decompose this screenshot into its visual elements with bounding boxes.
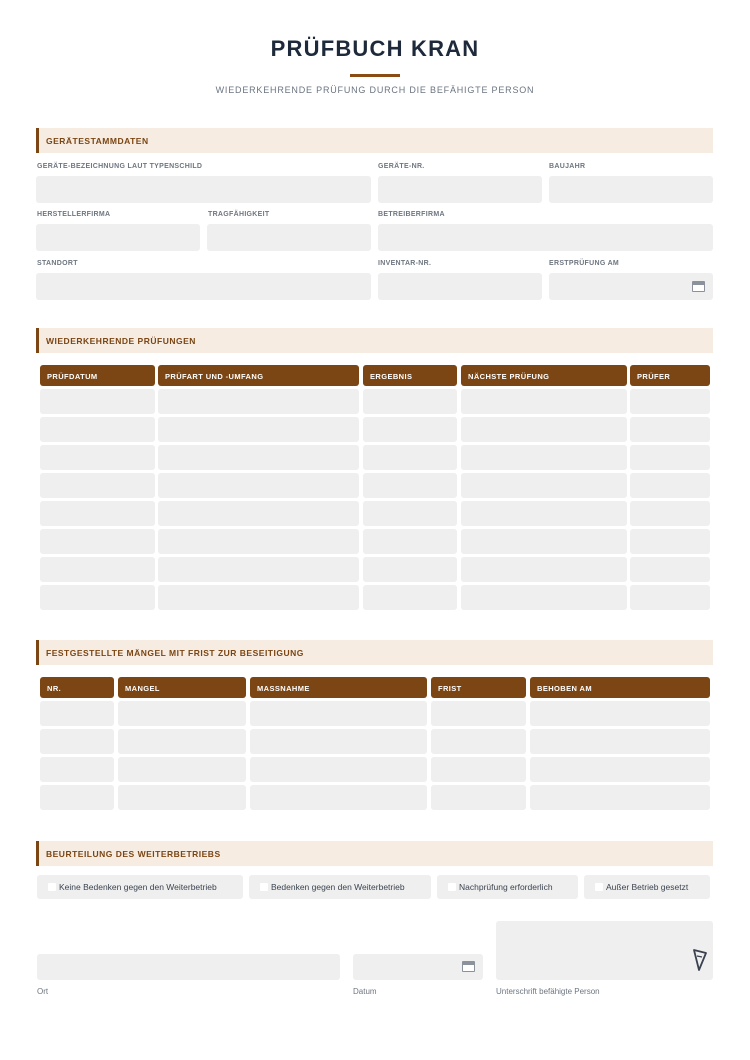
table-cell[interactable] [40, 417, 155, 442]
herstellerfirma-field[interactable] [36, 224, 200, 251]
column-header-ergebnis: ERGEBNIS [363, 365, 457, 386]
table-cell[interactable] [158, 389, 359, 414]
table-cell[interactable] [431, 757, 526, 782]
label-betreiberfirma: BETREIBERFIRMA [378, 211, 445, 218]
table-cell[interactable] [363, 389, 457, 414]
option-ausser-betrieb[interactable] [584, 875, 710, 899]
table-cell[interactable] [530, 757, 710, 782]
table-cell[interactable] [158, 585, 359, 610]
table-cell[interactable] [118, 757, 246, 782]
table-cell[interactable] [530, 729, 710, 754]
label-tragfaehigkeit: TRAGFÄHIGKEIT [208, 211, 270, 218]
section-pruefungen [36, 328, 713, 353]
table-cell[interactable] [530, 785, 710, 810]
checkbox[interactable] [260, 883, 268, 891]
table-cell[interactable] [630, 529, 710, 554]
calendar-icon[interactable] [462, 961, 475, 972]
table-cell[interactable] [158, 417, 359, 442]
table-cell[interactable] [461, 389, 627, 414]
ort-field[interactable] [37, 954, 340, 980]
table-cell[interactable] [363, 501, 457, 526]
label-erstpruefung: ERSTPRÜFUNG AM [549, 260, 620, 267]
section-title: BEURTEILUNG DES WEITERBETRIEBS [46, 849, 221, 859]
column-header-nr: NR. [40, 677, 114, 698]
table-cell[interactable] [461, 445, 627, 470]
table-cell[interactable] [630, 473, 710, 498]
section-stammdaten [36, 128, 713, 153]
option-label: Bedenken gegen den Weiterbetrieb [271, 882, 405, 892]
section-beurteilung [36, 841, 713, 866]
table-cell[interactable] [118, 785, 246, 810]
label-bezeichnung: GERÄTE-BEZEICHNUNG LAUT TYPENSCHILD [37, 163, 203, 170]
title-underline [350, 74, 400, 77]
table-cell[interactable] [530, 701, 710, 726]
checkbox[interactable] [448, 883, 456, 891]
table-cell[interactable] [630, 501, 710, 526]
unterschrift-caption: Unterschrift befähigte Person [496, 987, 600, 996]
datum-date-field[interactable] [353, 954, 483, 980]
label-inventar-nr: INVENTAR-NR. [378, 260, 432, 267]
table-cell[interactable] [630, 445, 710, 470]
ort-caption: Ort [37, 987, 49, 996]
table-cell[interactable] [40, 529, 155, 554]
option-nachpruefung[interactable] [437, 875, 578, 899]
label-baujahr: BAUJAHR [549, 163, 586, 170]
table-cell[interactable] [461, 417, 627, 442]
option-label: Keine Bedenken gegen den Weiterbetrieb [59, 882, 217, 892]
inventar-nr-field[interactable] [378, 273, 542, 300]
table-cell[interactable] [40, 785, 114, 810]
column-header-mangel: MANGEL [118, 677, 246, 698]
section-maengel [36, 640, 713, 665]
section-title: FESTGESTELLTE MÄNGEL MIT FRIST ZUR BESEITIGUNG [46, 648, 304, 658]
option-keine-bedenken[interactable] [37, 875, 243, 899]
column-header-behoben-am: BEHOBEN AM [530, 677, 710, 698]
checkbox[interactable] [595, 883, 603, 891]
table-cell[interactable] [431, 729, 526, 754]
table-cell[interactable] [363, 585, 457, 610]
section-title: WIEDERKEHRENDE PRÜFUNGEN [46, 336, 196, 346]
option-label: Außer Betrieb gesetzt [606, 882, 689, 892]
table-cell[interactable] [630, 585, 710, 610]
table-cell[interactable] [40, 445, 155, 470]
option-label: Nachprüfung erforderlich [459, 882, 553, 892]
column-header-pruefer: PRÜFER [630, 365, 710, 386]
page-title: PRÜFBUCH KRAN [270, 36, 480, 61]
label-herstellerfirma: HERSTELLERFIRMA [37, 211, 111, 218]
table-cell[interactable] [40, 473, 155, 498]
checkbox[interactable] [48, 883, 56, 891]
table-cell[interactable] [158, 529, 359, 554]
table-cell[interactable] [40, 389, 155, 414]
page-subtitle: WIEDERKEHRENDE PRÜFUNG DURCH DIE BEFÄHIGTE PERSON [215, 85, 535, 95]
table-cell[interactable] [118, 729, 246, 754]
tragfaehigkeit-field[interactable] [207, 224, 371, 251]
option-bedenken[interactable] [249, 875, 431, 899]
table-cell[interactable] [158, 473, 359, 498]
table-cell[interactable] [118, 701, 246, 726]
table-cell[interactable] [158, 501, 359, 526]
baujahr-field[interactable] [549, 176, 713, 203]
datum-caption: Datum [353, 987, 377, 996]
table-cell[interactable] [40, 701, 114, 726]
table-cell[interactable] [363, 529, 457, 554]
table-cell[interactable] [40, 729, 114, 754]
section-title: GERÄTESTAMMDATEN [46, 136, 149, 146]
label-standort: STANDORT [37, 260, 78, 267]
column-header-naechste-pruefung: NÄCHSTE PRÜFUNG [461, 365, 627, 386]
label-geraete-nr: GERÄTE-NR. [378, 163, 425, 170]
table-cell[interactable] [363, 445, 457, 470]
erstpruefung-date-field[interactable] [549, 273, 713, 300]
table-cell[interactable] [250, 701, 427, 726]
table-cell[interactable] [158, 445, 359, 470]
table-cell[interactable] [363, 557, 457, 582]
table-cell[interactable] [461, 557, 627, 582]
calendar-icon[interactable] [692, 281, 705, 292]
table-cell[interactable] [431, 701, 526, 726]
table-cell[interactable] [250, 729, 427, 754]
table-cell[interactable] [250, 785, 427, 810]
betreiberfirma-field[interactable] [378, 224, 713, 251]
table-cell[interactable] [630, 389, 710, 414]
table-cell[interactable] [461, 473, 627, 498]
table-cell[interactable] [461, 501, 627, 526]
table-cell[interactable] [461, 585, 627, 610]
table-cell[interactable] [363, 473, 457, 498]
column-header-frist: FRIST [431, 677, 526, 698]
signature-field[interactable] [496, 921, 713, 980]
document-header [0, 36, 750, 95]
table-cell[interactable] [630, 557, 710, 582]
table-cell[interactable] [250, 757, 427, 782]
table-cell[interactable] [40, 757, 114, 782]
table-cell[interactable] [461, 529, 627, 554]
column-header-pruefdatum: PRÜFDATUM [40, 365, 155, 386]
geraete-nr-field[interactable] [378, 176, 542, 203]
column-header-pruefart: PRÜFART UND -UMFANG [158, 365, 359, 386]
table-cell[interactable] [158, 557, 359, 582]
pen-nib-icon [692, 948, 708, 972]
table-cell[interactable] [630, 417, 710, 442]
column-header-massnahme: MASSNAHME [250, 677, 427, 698]
table-cell[interactable] [40, 501, 155, 526]
table-cell[interactable] [363, 417, 457, 442]
table-cell[interactable] [40, 557, 155, 582]
table-cell[interactable] [40, 585, 155, 610]
bezeichnung-field[interactable] [36, 176, 371, 203]
standort-field[interactable] [36, 273, 371, 300]
table-cell[interactable] [431, 785, 526, 810]
